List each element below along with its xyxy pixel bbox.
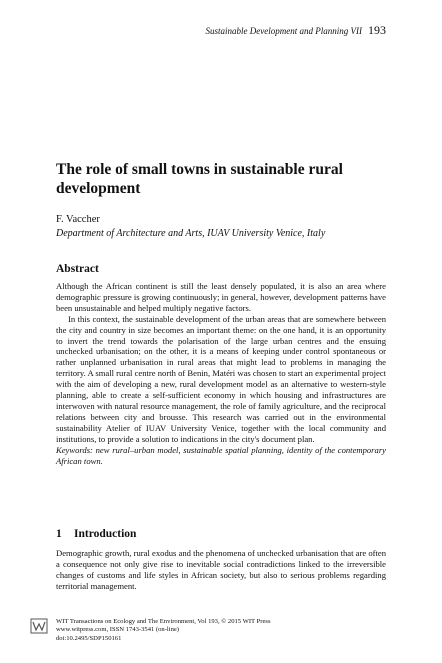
author-affiliation: Department of Architecture and Arts, IUAV University Venice, Italy xyxy=(56,228,326,239)
section-title: Introduction xyxy=(74,528,137,540)
footer-website: www.witpress.com, ISSN 1743-3541 (on-line) xyxy=(56,626,180,634)
footer-journal: WIT Transactions on Ecology and The Environment, Vol 193, © 2015 WIT Press xyxy=(56,618,271,625)
section-number: 1 xyxy=(56,528,62,540)
page-number: 193 xyxy=(368,23,386,37)
abstract-paragraph-2: In this context, the sustainable development of the urban areas that are somewhere between the city and country in size becomes an important theme: on the one hand, it is an opportunity to invert the trend towards the polarisation of the large urban centres and the ensuing unchecked urbanisation; on the other, it is a means of keeping under control spontaneous or rather unplanned urbanisation in rural areas that might lead to problems in managing the territory. A small rural centre north of Benin, Matéri was chosen to start an experimental project with the aim of developing a new, rural development model as an alternative to western-style planning, able to create a self-sufficient economy in which housing and infrastructures are interwoven with natural resource management, the role of family agriculture, and the reciprocal relations between city and brousse. This research was carried out in the environmental sustainability Atelier of IUAV University Venice, together with the local community and institutions, to provide a solution to indications in the city's document plan. xyxy=(56,313,386,444)
abstract-paragraph-1: Although the African continent is still the least densely populated, it is also an area where demographic pressure is growing continuously; in general, however, development patterns have been unsustainable and helped multiply negative factors. xyxy=(56,281,386,313)
publisher-logo-icon xyxy=(30,618,48,634)
publication-footer xyxy=(56,618,386,643)
author-name: F. Vaccher xyxy=(56,214,100,225)
abstract-body xyxy=(56,281,386,466)
introduction-body xyxy=(56,548,386,592)
running-title: Sustainable Development and Planning VII xyxy=(205,26,362,36)
abstract-heading: Abstract xyxy=(56,263,99,275)
paper-title: The role of small towns in sustainable rural development xyxy=(56,161,343,197)
keywords: Keywords: new rural–urban model, sustainable spatial planning, identity of the contemporary African town. xyxy=(56,444,386,466)
section-heading-introduction xyxy=(56,528,136,540)
footer-doi: doi:10.2495/SDP150161 xyxy=(56,634,122,642)
running-header xyxy=(56,24,386,37)
introduction-paragraph: Demographic growth, rural exodus and the phenomena of unchecked urbanisation that are often a consequence not only give rise to inevitable social contradictions linked to the irreversible changes of customs and life styles in African society, but also to serious problems regarding territorial management. xyxy=(56,548,386,591)
